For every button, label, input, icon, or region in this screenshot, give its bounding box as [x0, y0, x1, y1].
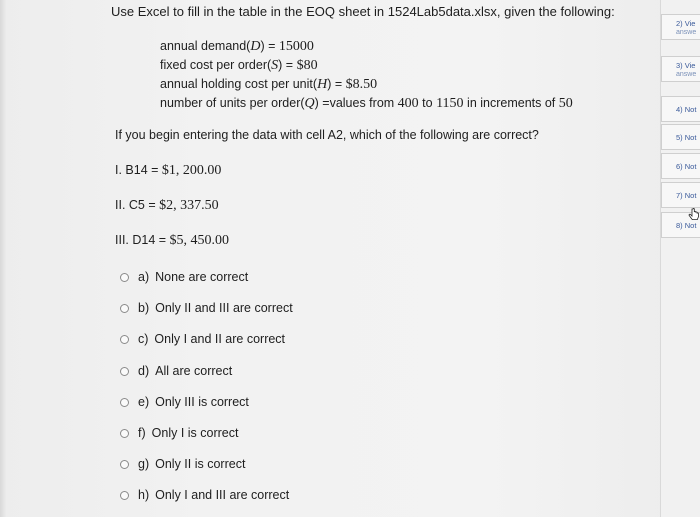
nav-item-6[interactable]	[661, 153, 700, 179]
statement-value: $5, 450.00	[169, 233, 230, 248]
units-to: 1150	[436, 96, 464, 111]
nav-item-label: 2) Vie	[676, 19, 696, 28]
option-letter: b)	[138, 301, 150, 315]
nav-item-label: 5) Not	[676, 133, 697, 142]
statement-label: III. D14 =	[115, 233, 170, 247]
option-letter: d)	[138, 364, 150, 378]
option-text: Only I and III are correct	[155, 488, 290, 502]
givens-list	[160, 37, 573, 113]
option-c[interactable]	[120, 330, 285, 348]
option-letter: h)	[138, 488, 150, 502]
option-text: Only II and III are correct	[155, 301, 293, 315]
given-demand	[160, 37, 573, 56]
given-var: S	[271, 58, 279, 73]
nav-item-4[interactable]	[661, 96, 700, 122]
statement-label: I. B14 =	[115, 163, 162, 177]
statement-label: II. C5 =	[115, 198, 160, 212]
statement-value: $2, 337.50	[159, 198, 219, 213]
nav-item-2[interactable]	[661, 14, 700, 40]
option-text: All are correct	[155, 364, 233, 378]
question-nav-sidebar	[660, 0, 700, 517]
option-text: Only I is correct	[151, 426, 239, 440]
option-letter: f)	[138, 426, 146, 440]
nav-item-sub: answe	[676, 29, 697, 36]
nav-item-sub: answe	[676, 71, 697, 78]
nav-item-label: 4) Not	[676, 105, 697, 114]
given-var: D	[250, 39, 261, 54]
units-to-word: to	[422, 96, 433, 110]
statement-2	[115, 198, 219, 214]
option-f[interactable]	[120, 424, 238, 442]
radio-button[interactable]	[120, 429, 129, 438]
nav-item-5[interactable]	[661, 124, 700, 150]
given-label: annual demand(	[160, 39, 251, 53]
units-from: 400	[397, 96, 419, 111]
option-d[interactable]	[120, 362, 232, 380]
option-text: Only III is correct	[155, 395, 249, 409]
given-value: $8.50	[345, 77, 378, 92]
nav-item-7[interactable]	[661, 182, 700, 208]
given-value: 15000	[278, 39, 314, 54]
given-eq: ) =	[278, 58, 294, 72]
radio-button[interactable]	[120, 398, 129, 407]
nav-item-label: 7) Not	[676, 191, 697, 200]
option-text: Only I and II are correct	[154, 332, 286, 346]
given-label: number of units per order(	[160, 96, 305, 110]
given-fixed-cost	[160, 56, 573, 75]
left-edge	[0, 0, 6, 517]
option-text: Only II is correct	[155, 457, 246, 471]
statement-1	[115, 163, 221, 179]
option-b[interactable]	[120, 299, 293, 317]
given-eq: ) =values from	[314, 96, 395, 110]
option-a[interactable]	[120, 268, 248, 286]
hand-pointer-icon	[688, 208, 700, 222]
option-g[interactable]	[120, 455, 245, 473]
given-value: $80	[296, 58, 318, 73]
option-letter: c)	[138, 332, 149, 346]
statement-value: $1, 200.00	[161, 163, 222, 178]
given-var: H	[317, 77, 328, 92]
given-label: fixed cost per order(	[160, 58, 272, 72]
statement-3	[115, 233, 229, 249]
question-intro: Use Excel to fill in the table in the EOQ sheet in 1524Lab5data.xlsx, given the following:	[111, 4, 615, 19]
radio-button[interactable]	[120, 491, 129, 500]
given-holding-cost	[160, 75, 573, 94]
given-units	[160, 94, 573, 113]
nav-item-label: 3) Vie	[676, 61, 696, 70]
given-var: Q	[304, 96, 315, 111]
option-letter: a)	[138, 270, 150, 284]
radio-button[interactable]	[120, 367, 129, 376]
option-letter: g)	[138, 457, 150, 471]
radio-button[interactable]	[120, 304, 129, 313]
given-eq: ) =	[327, 77, 343, 91]
radio-button[interactable]	[120, 335, 129, 344]
nav-item-3[interactable]	[661, 56, 700, 82]
option-e[interactable]	[120, 393, 249, 411]
option-text: None are correct	[155, 270, 249, 284]
units-incr-word: in increments of	[467, 96, 556, 110]
radio-button[interactable]	[120, 460, 129, 469]
option-letter: e)	[138, 395, 150, 409]
given-label: annual holding cost per unit(	[160, 77, 318, 91]
nav-item-label: 8) Not	[676, 221, 697, 230]
nav-item-label: 6) Not	[676, 162, 697, 171]
radio-button[interactable]	[120, 273, 129, 282]
question-panel	[102, 0, 642, 517]
question-prompt: If you begin entering the data with cell A2, which of the following are correct?	[115, 128, 539, 142]
given-eq: ) =	[260, 39, 276, 53]
units-step: 50	[558, 96, 573, 111]
option-h[interactable]	[120, 486, 289, 504]
